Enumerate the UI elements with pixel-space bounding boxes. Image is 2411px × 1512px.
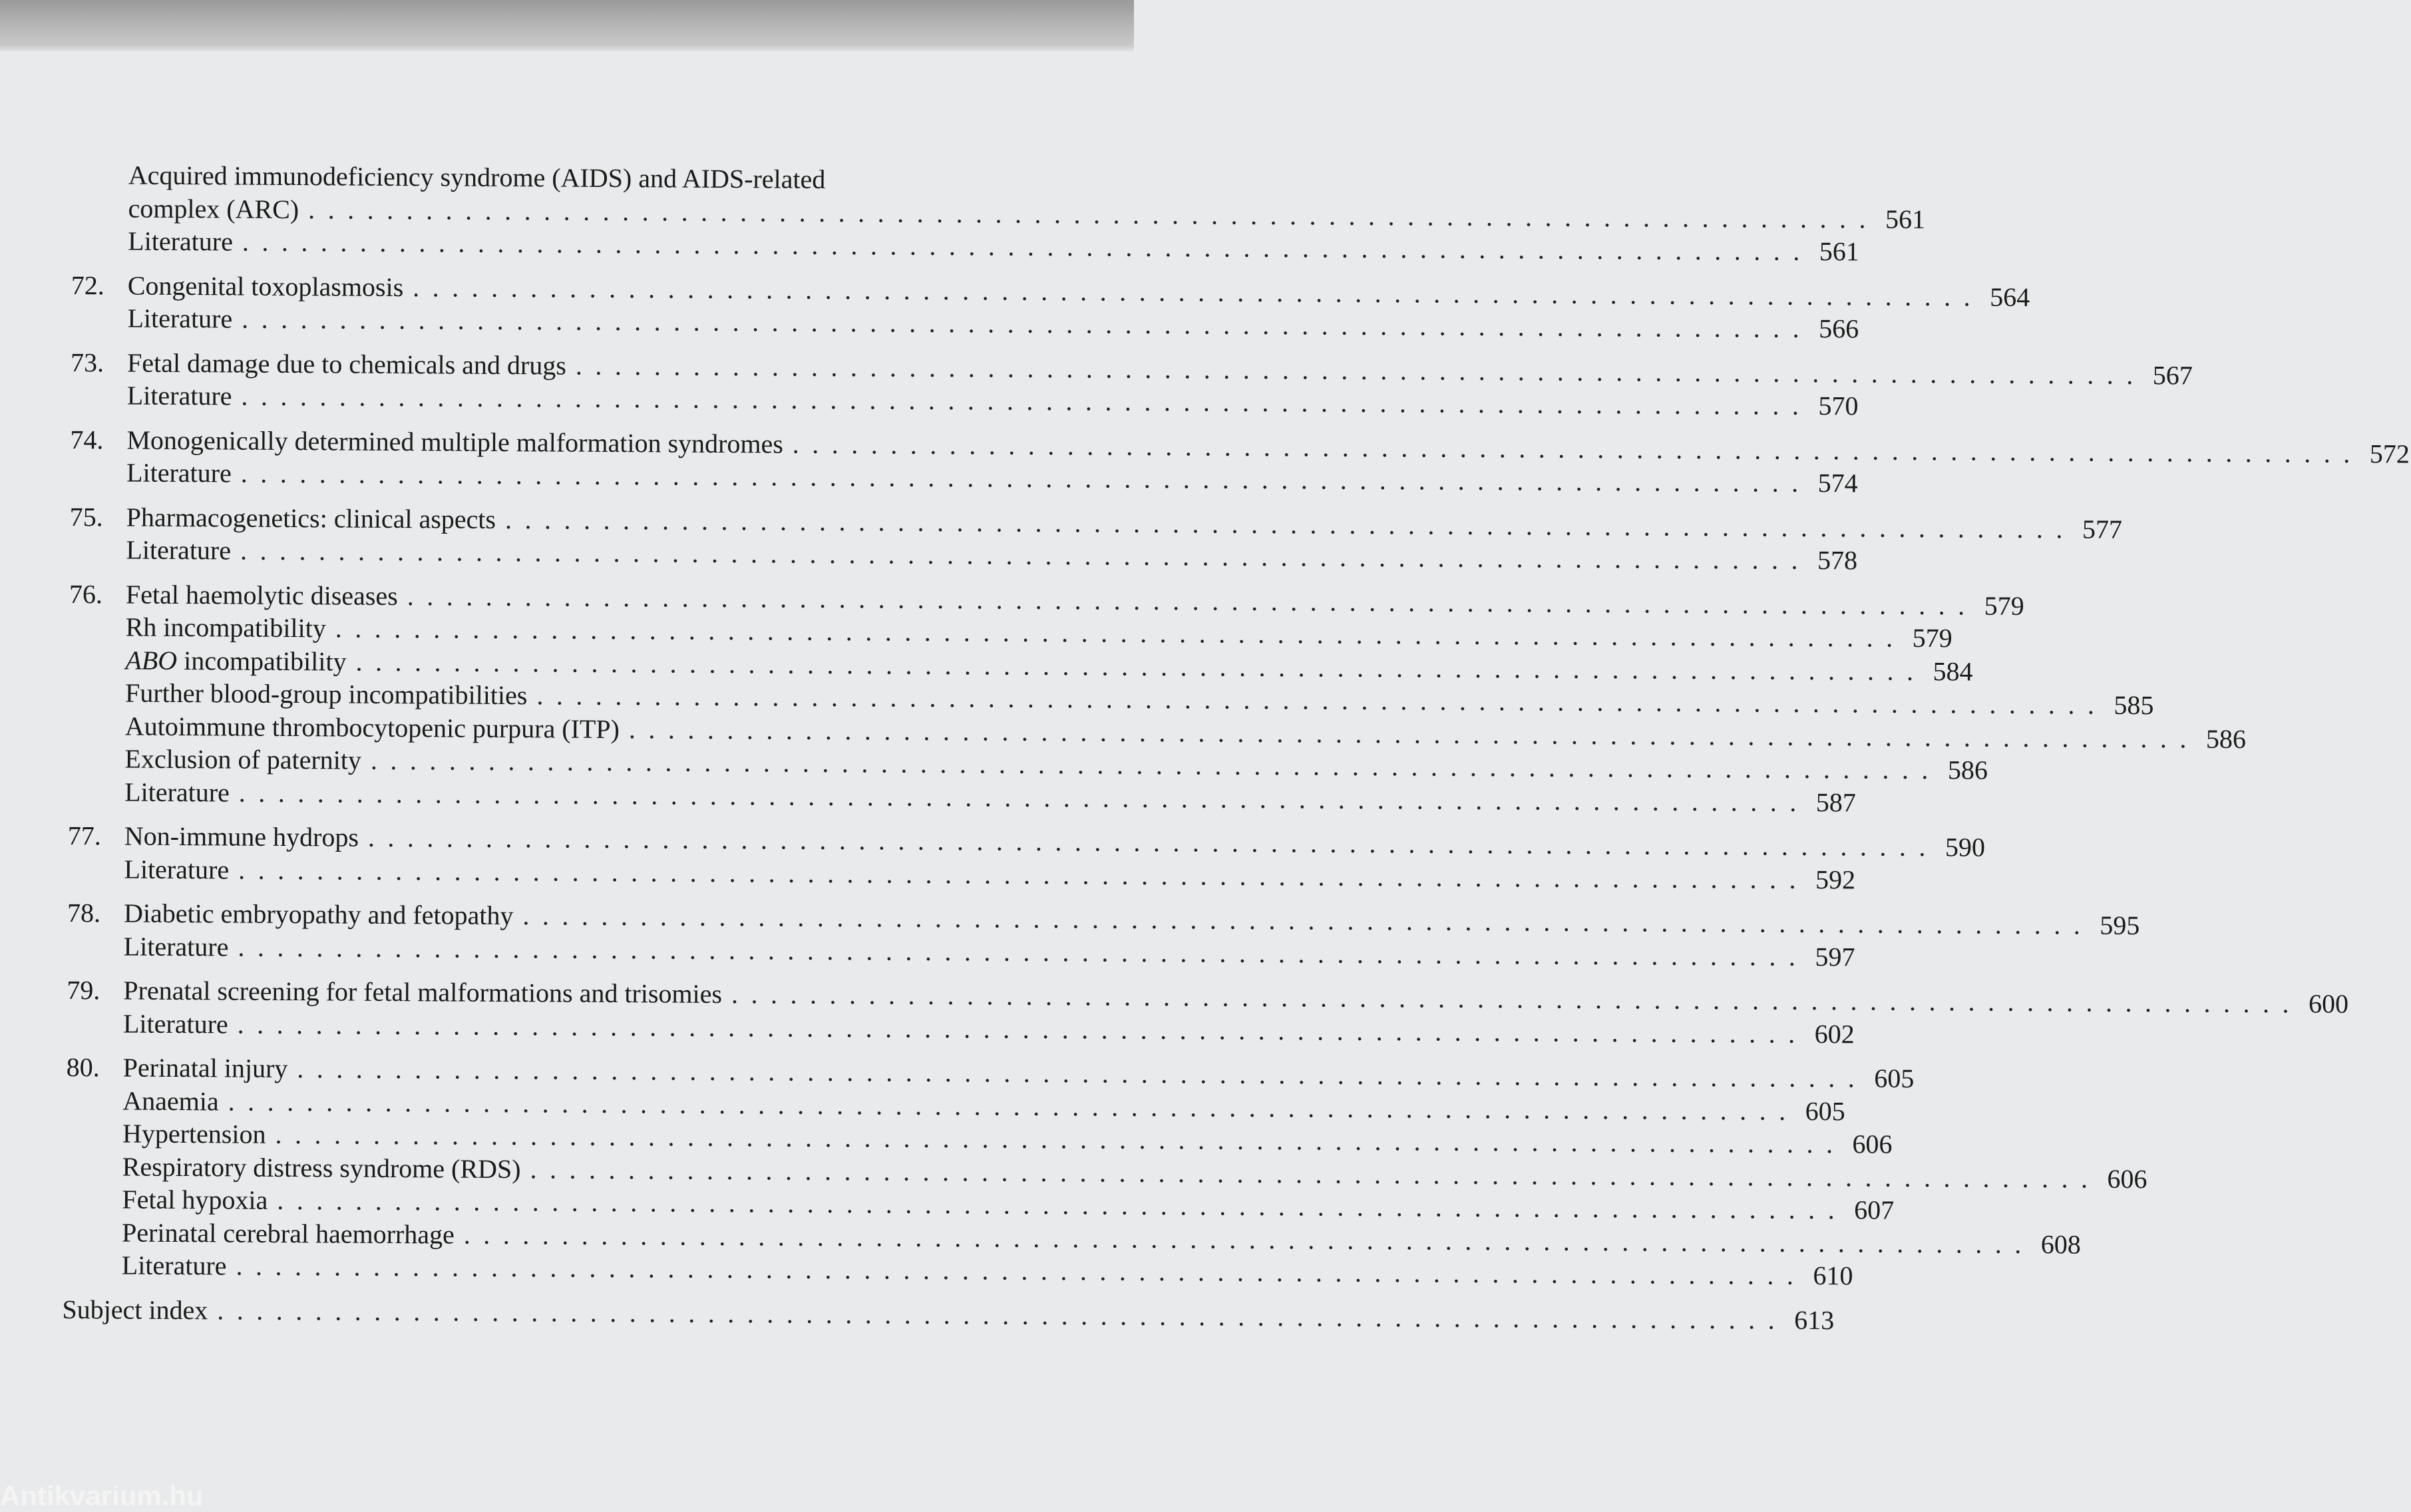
chapter-number: 76. <box>69 578 103 609</box>
page-number: 600 <box>2308 988 2349 1019</box>
dot-leader: ................................................................................ <box>731 979 2303 1019</box>
chapter-number: 75. <box>69 501 103 532</box>
dot-leader: ................................................................................ <box>335 613 1906 653</box>
chapter-number: 74. <box>70 424 104 455</box>
entry-title: Perinatal injury <box>122 1052 288 1084</box>
dot-leader: ................................................................................ <box>228 1085 1799 1126</box>
dot-leader: ................................................................................ <box>240 535 1811 575</box>
chapter-number: 80. <box>66 1051 100 1083</box>
page-number: 566 <box>1819 313 1859 344</box>
dot-leader: ................................................................................ <box>275 1119 1846 1159</box>
dot-leader: ................................................................................ <box>575 350 2147 390</box>
page-number: 579 <box>1912 622 1952 654</box>
toc-entry <box>71 379 1859 421</box>
page-number: 597 <box>1815 941 1855 972</box>
page-number: 572 <box>2369 438 2410 469</box>
chapter-number <box>70 488 126 489</box>
entry-title: Acquired immunodeficiency syndrome (AIDS) and AIDS-related <box>128 160 826 194</box>
dot-leader: ................................................................................ <box>355 646 1927 686</box>
chapter-number: 77. <box>67 820 101 851</box>
entry-title: Literature <box>124 777 230 807</box>
page-number: 605 <box>1874 1063 1915 1093</box>
dot-leader: ................................................................................ <box>407 580 1978 621</box>
page-number: 610 <box>1813 1260 1853 1291</box>
dot-leader: ................................................................................ <box>367 822 1939 862</box>
entry-title: Literature <box>124 853 230 884</box>
entry-title: Literature <box>126 380 232 411</box>
table-of-contents <box>62 158 2410 1335</box>
entry-title: Autoimmune thrombocytopenic purpura (ITP) <box>124 711 620 744</box>
entry-title: Anaemia <box>122 1085 219 1116</box>
dot-leader: ................................................................................ <box>536 680 2108 720</box>
page-number: 587 <box>1815 787 1856 817</box>
toc-entry <box>62 1292 1835 1335</box>
dot-leader: ................................................................................ <box>628 713 2200 754</box>
entry-title: Non-immune hydrops <box>124 821 359 852</box>
entry-title: Fetal haemolytic diseases <box>125 579 398 611</box>
entry-title: Literature <box>121 1250 227 1281</box>
dot-leader: ................................................................................ <box>370 745 1942 785</box>
entry-title: Literature <box>123 930 229 962</box>
entry-title: Literature <box>122 1008 228 1039</box>
page-number: 608 <box>2040 1228 2081 1259</box>
entry-title: Rh incompatibility <box>125 612 326 644</box>
chapter-number <box>65 1281 122 1282</box>
entry-title: Literature <box>126 457 232 488</box>
toc-entry <box>68 775 1856 817</box>
dot-leader: ................................................................................ <box>237 1009 1808 1049</box>
toc-entry <box>67 1006 1855 1049</box>
dot-leader: ................................................................................ <box>504 504 2076 544</box>
dot-leader: ................................................................................ <box>242 303 1813 343</box>
entry-title: Diabetic embryopathy and fetopathy <box>123 898 514 931</box>
dot-leader: ................................................................................ <box>792 429 2363 469</box>
page-number: 579 <box>1984 590 2024 621</box>
chapter-number <box>67 962 124 963</box>
toc-entry <box>69 533 1858 576</box>
dot-leader: ................................................................................ <box>463 1219 2034 1259</box>
chapter-number <box>67 885 124 886</box>
page-number: 592 <box>1815 864 1856 894</box>
toc-entry <box>65 1248 1853 1291</box>
entry-title: Prenatal screening for fetal malformations and trisomies <box>123 975 723 1009</box>
page-number: 584 <box>1933 656 1973 686</box>
dot-leader: ................................................................................ <box>522 900 2094 940</box>
dot-leader: ................................................................................ <box>238 932 1809 972</box>
page-number: 577 <box>2082 513 2123 544</box>
book-page-edge <box>0 0 1134 52</box>
chapter-number <box>68 808 124 809</box>
page-number: 613 <box>1794 1304 1835 1335</box>
dot-leader: ................................................................................ <box>217 1294 1788 1335</box>
dot-leader: ................................................................................ <box>297 1053 1868 1093</box>
dot-leader: ................................................................................ <box>241 381 1812 421</box>
entry-title: Congenital toxoplasmosis <box>127 270 404 302</box>
toc-entry <box>71 301 1859 344</box>
page-number: 585 <box>2114 689 2154 721</box>
entry-title: Literature <box>127 303 233 334</box>
page-number: 602 <box>1814 1018 1855 1049</box>
page-number: 605 <box>1805 1095 1845 1126</box>
page-number: 586 <box>2205 723 2247 754</box>
dot-leader: ................................................................................ <box>530 1153 2101 1194</box>
chapter-number <box>71 334 127 335</box>
entry-title: Exclusion of paternity <box>124 743 362 775</box>
dot-leader: ................................................................................ <box>236 1250 1807 1290</box>
entry-title-rest: incompatibility <box>177 645 347 677</box>
page-number: 574 <box>1817 468 1858 498</box>
entry-title: Fetal hypoxia <box>122 1184 268 1215</box>
page-number: 570 <box>1818 391 1859 421</box>
chapter-number: 72. <box>71 270 104 300</box>
dot-leader: ................................................................................ <box>238 854 1809 894</box>
entry-title: Subject index <box>62 1294 208 1325</box>
dot-leader: ................................................................................ <box>240 458 1811 498</box>
entry-title-italic: ABO <box>125 645 178 675</box>
chapter-number: 79. <box>67 974 100 1006</box>
entry-title <box>125 644 346 678</box>
chapter-number <box>71 257 128 258</box>
toc-entry <box>70 456 1858 498</box>
toc-entry <box>67 852 1856 894</box>
entry-title: Pharmacogenetics: clinical aspects <box>126 502 496 534</box>
page-number: 561 <box>1885 204 1926 234</box>
dot-leader: ................................................................................ <box>238 777 1809 817</box>
entry-title: Monogenically determined multiple malformation syndromes <box>126 425 783 459</box>
toc-entry <box>67 929 1855 972</box>
dot-leader: ................................................................................ <box>308 194 1879 234</box>
entry-title: Perinatal cerebral haemorrhage <box>122 1217 455 1250</box>
entry-title: Respiratory distress syndrome (RDS) <box>122 1151 521 1184</box>
toc-entry <box>71 224 1860 267</box>
page-number: 586 <box>1947 755 1988 785</box>
watermark: Antikvarium.hu <box>0 1480 204 1511</box>
page-number: 606 <box>2107 1163 2147 1194</box>
entry-title: complex (ARC) <box>128 193 299 224</box>
page-number: 561 <box>1819 236 1860 267</box>
page-number: 567 <box>2152 359 2193 390</box>
chapter-number: 78. <box>67 897 101 928</box>
page-number: 606 <box>1852 1129 1893 1159</box>
entry-title: Literature <box>128 226 234 257</box>
dot-leader: ................................................................................ <box>242 226 1813 266</box>
chapter-number: 73. <box>70 347 104 377</box>
page-number: 595 <box>2100 910 2140 941</box>
entry-title: Hypertension <box>122 1118 266 1149</box>
entry-title: Further blood-group incompatibilities <box>124 677 528 711</box>
chapter-number <box>71 411 127 412</box>
page-number: 564 <box>1990 282 2030 312</box>
entry-title: Fetal damage due to chemicals and drugs <box>126 347 567 381</box>
page-number: 607 <box>1854 1195 1895 1225</box>
dot-leader: ................................................................................ <box>413 272 1984 312</box>
page-number: 578 <box>1817 545 1858 576</box>
dot-leader: ................................................................................ <box>277 1185 1848 1225</box>
entry-title: Literature <box>126 534 232 566</box>
page-number: 590 <box>1945 832 1986 862</box>
